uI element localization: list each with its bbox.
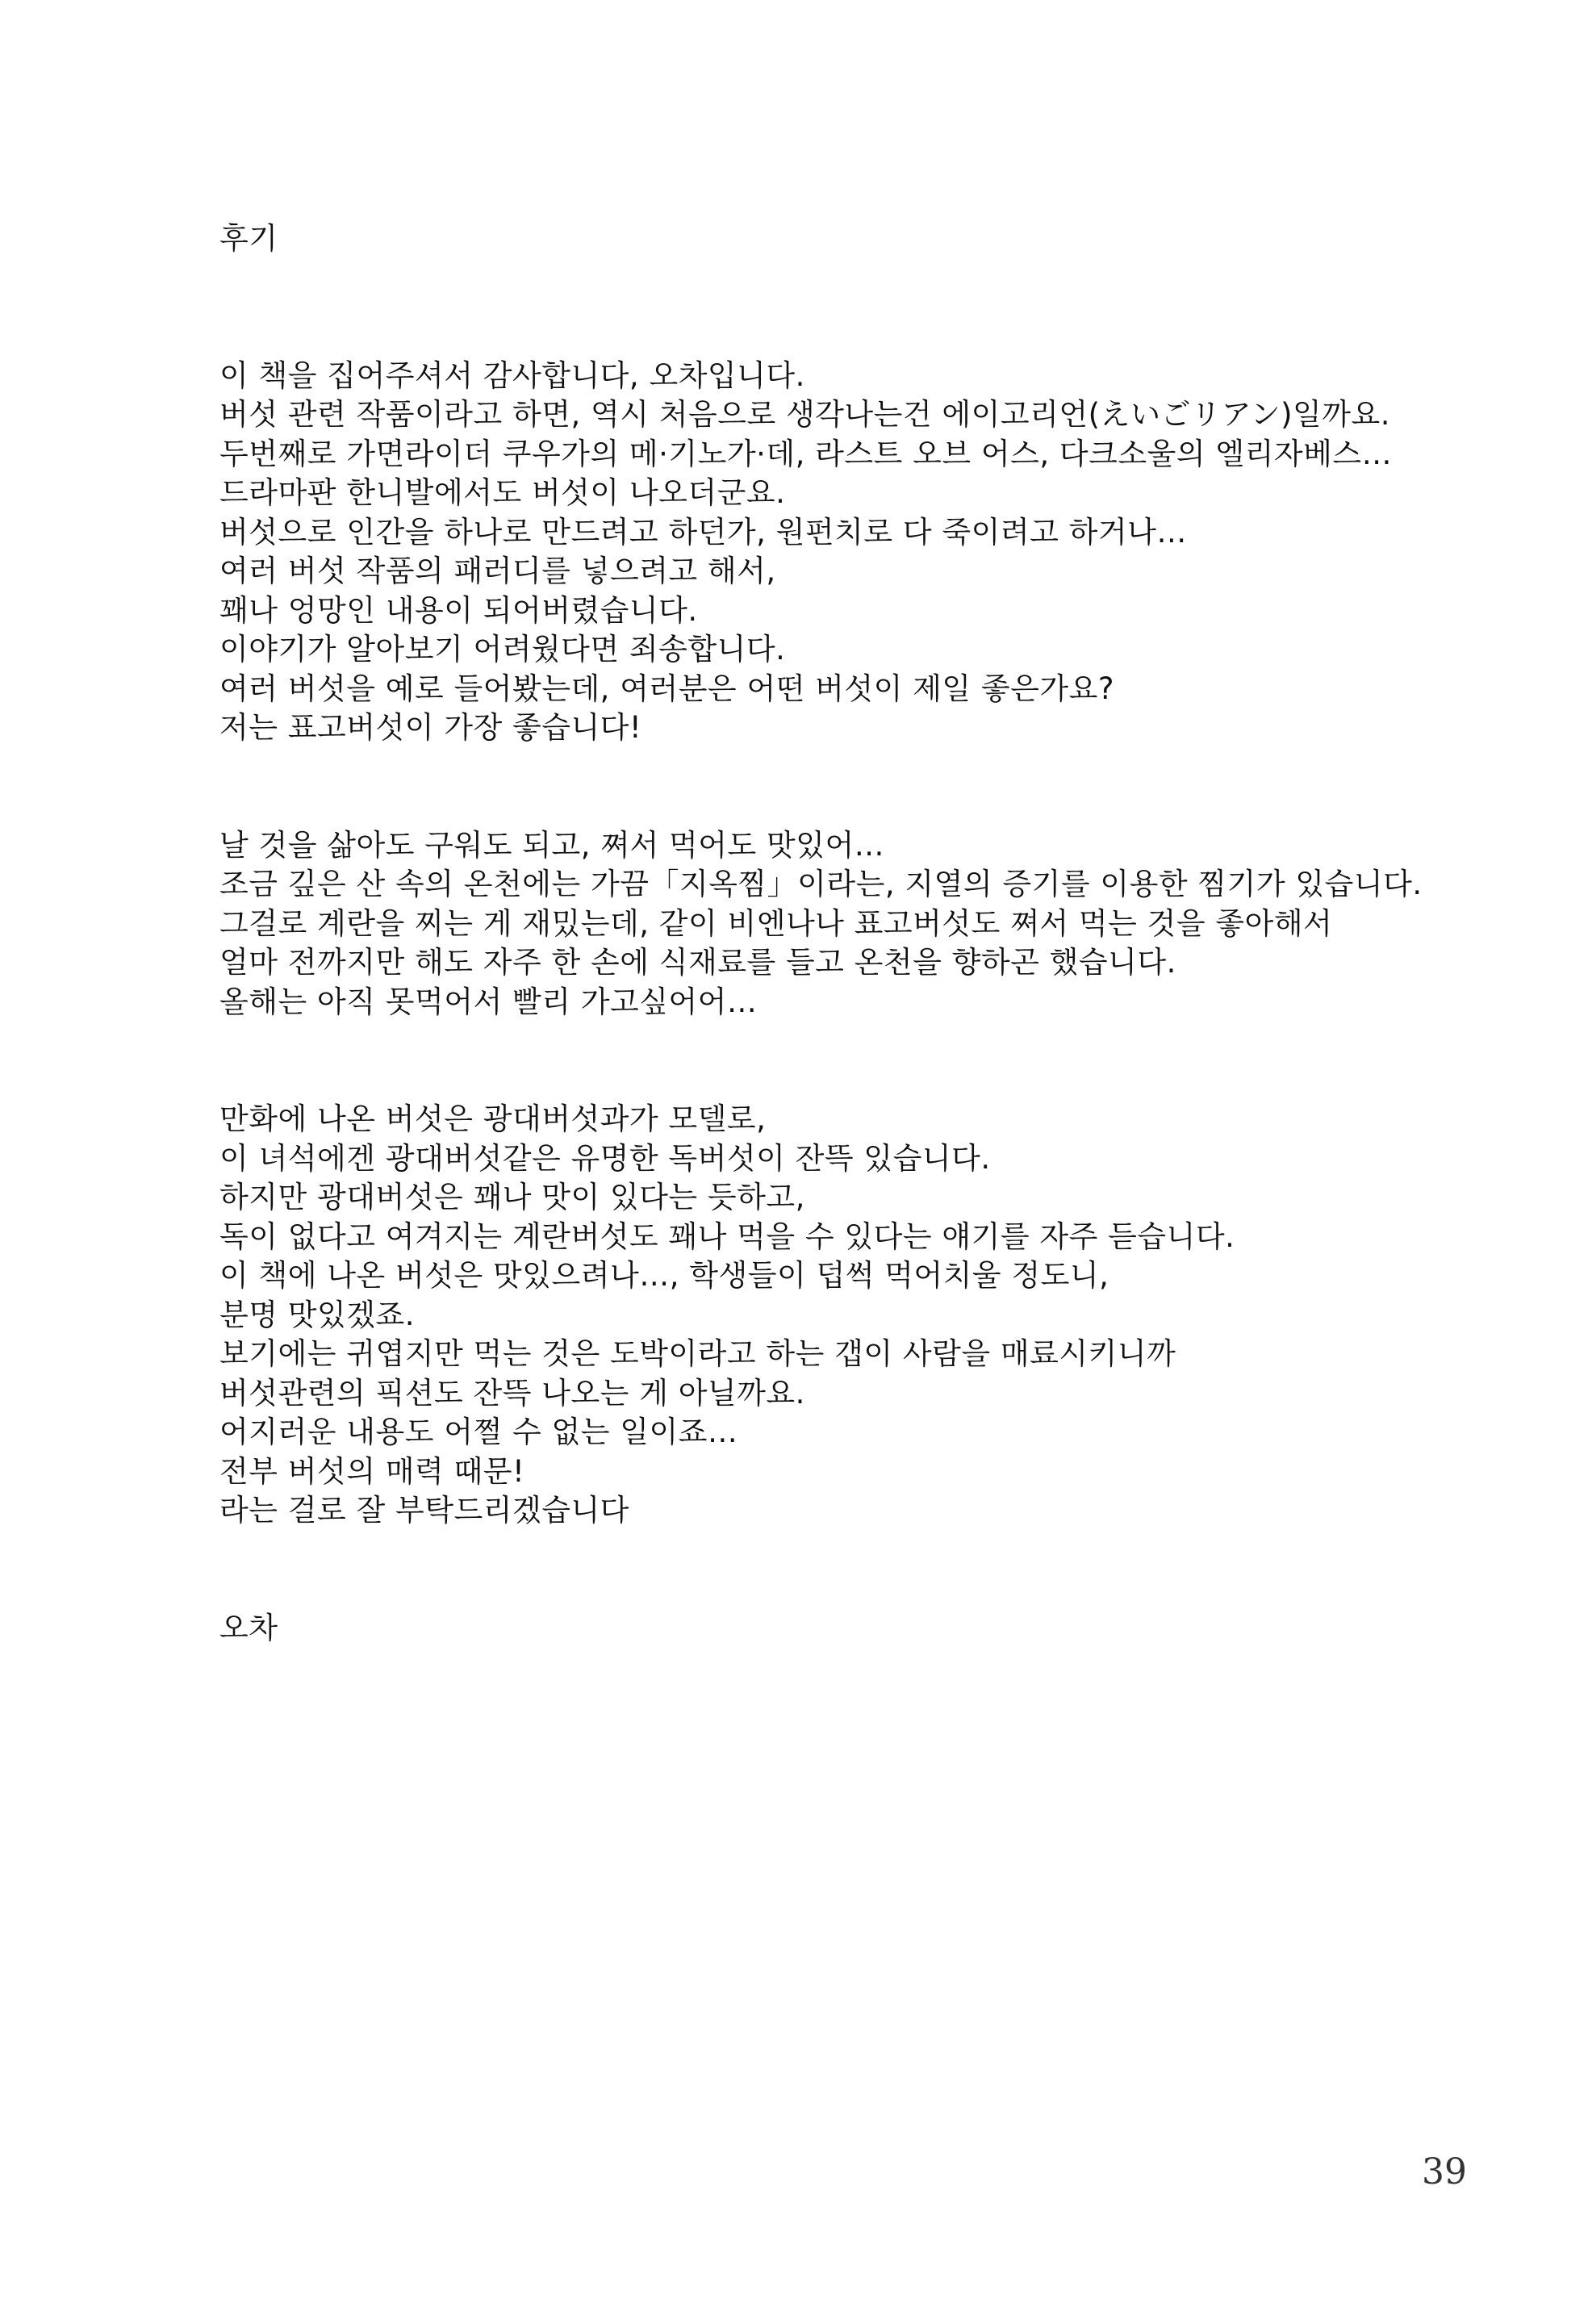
text-line: 이 책에 나온 버섯은 맛있으려나…, 학생들이 덥썩 먹어치울 정도니, (219, 1258, 1109, 1293)
page-number: 39 (1422, 2151, 1467, 2192)
text-line: 얼마 전까지만 해도 자주 한 손에 식재료를 들고 온천을 향하곤 했습니다. (219, 945, 1176, 980)
text-line: 날 것을 삶아도 구워도 되고, 쪄서 먹어도 맛있어… (219, 827, 885, 863)
paragraph-3 (219, 1100, 1478, 1531)
text-line: 여러 버섯 작품의 패러디를 넣으려고 해서, (219, 554, 776, 588)
afterword-heading: 후기 (219, 221, 278, 256)
text-line: 꽤나 엉망인 내용이 되어버렸습니다. (219, 592, 698, 628)
text-line: 하지만 광대버섯은 꽤나 맛이 있다는 듯하고, (219, 1180, 805, 1214)
text-line: 버섯 관련 작품이라고 하면, 역시 처음으로 생각나는건 에이고리언(えいごリアン)일까요. (219, 397, 1390, 432)
text-line: 보기에는 귀엽지만 먹는 것은 도박이라고 하는 갭이 사람을 매료시키니까 (219, 1336, 1176, 1371)
text-line: 이 책을 집어주셔서 감사합니다, 오차입니다. (219, 357, 805, 393)
paragraph-2 (219, 826, 1478, 1022)
text-line: 이 녀석에겐 광대버섯같은 유명한 독버섯이 잔뜩 있습니다. (219, 1140, 991, 1176)
afterword-text (219, 219, 1478, 1648)
text-line: 버섯으로 인간을 하나로 만드려고 하던가, 원펀치로 다 죽이려고 하거나… (219, 514, 1187, 550)
text-line: 버섯관련의 픽션도 잔뜩 나오는 게 아닐까요. (219, 1375, 805, 1411)
text-line: 올해는 아직 못먹어서 빨리 가고싶어어… (219, 984, 758, 1019)
text-line: 이야기가 알아보기 어려웠다면 죄송합니다. (219, 632, 786, 667)
text-line: 독이 없다고 여겨지는 계란버섯도 꽤나 먹을 수 있다는 얘기를 자주 듣습니다. (219, 1218, 1235, 1254)
text-line: 전부 버섯의 매력 때문! (219, 1453, 525, 1489)
text-line: 라는 걸로 잘 부탁드리겠습니다 (219, 1493, 629, 1528)
text-line: 그걸로 계란을 찌는 게 재밌는데, 같이 비엔나나 표고버섯도 쪄서 먹는 것을 좋아해서 (219, 905, 1333, 941)
text-line: 여러 버섯을 예로 들어봤는데, 여러분은 어떤 버섯이 제일 좋은가요? (219, 671, 1115, 706)
text-line: 드라마판 한니발에서도 버섯이 나오더군요. (219, 475, 786, 510)
text-line: 저는 표고버섯이 가장 좋습니다! (219, 710, 642, 745)
text-line: 두번째로 가면라이더 쿠우가의 메·기노가·데, 라스트 오브 어스, 다크소울의 엘리자베스… (219, 436, 1393, 471)
text-line: 어지러운 내용도 어쩔 수 없는 일이죠… (219, 1415, 738, 1449)
paragraph-1 (219, 357, 1478, 748)
text-line: 만화에 나온 버섯은 광대버섯과가 모델로, (219, 1101, 767, 1136)
author-signature: 오차 (219, 1610, 278, 1645)
text-line: 분명 맛있겠죠. (219, 1297, 415, 1332)
text-line: 조금 깊은 산 속의 온천에는 가끔「지옥찜」이라는, 지열의 증기를 이용한 찜기가 있습니다. (219, 867, 1423, 901)
